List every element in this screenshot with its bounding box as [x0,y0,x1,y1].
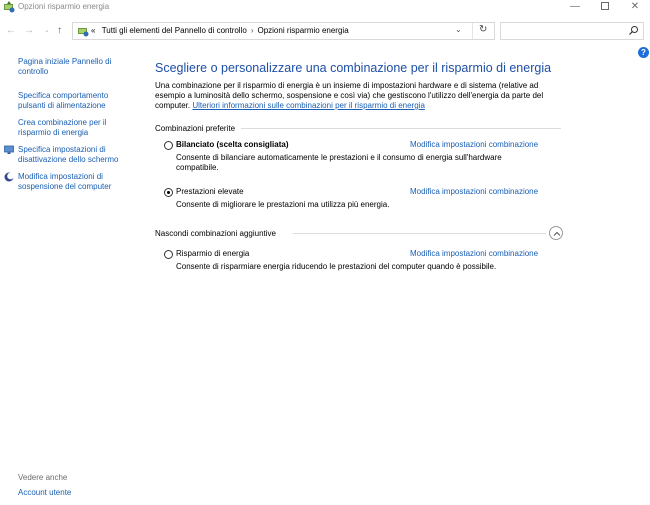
power-options-icon [3,1,15,13]
minimize-button[interactable]: — [570,1,580,12]
breadcrumb-overflow[interactable]: « [91,26,96,35]
sidebar-item-sleep[interactable]: Modifica impostazioni di sospensione del computer [18,172,112,191]
plan-name-power-saver[interactable]: Risparmio di energia [176,249,250,258]
display-icon [4,145,14,155]
plan-desc-balanced: Consente di bilanciare automaticamente le prestazioni e il consumo di energia sull'hardware compatibile. [176,153,502,172]
user-accounts-link[interactable]: Account utente [18,488,72,497]
help-icon[interactable]: ? [638,47,649,58]
preferred-plans-header: Combinazioni preferite [155,124,236,133]
page-description [155,81,565,111]
breadcrumb [91,26,349,35]
collapse-button[interactable] [549,226,563,240]
address-bar[interactable] [72,22,495,40]
search-input[interactable] [500,22,644,40]
edit-plan-power-saver-link[interactable]: Modifica impostazioni combinazione [410,249,539,258]
sidebar-item-display-off[interactable]: Specifica impostazioni di disattivazione dello schermo [18,145,119,164]
title-bar [0,0,650,15]
breadcrumb-separator[interactable]: › [250,26,254,35]
control-panel-icon [77,25,89,37]
plan-desc-power-saver: Consente di risparmiare energia riducendo le prestazioni del computer quando è possibile. [176,262,497,271]
radio-high-performance[interactable] [164,188,173,197]
close-button[interactable]: ✕ [630,1,640,12]
edit-plan-high-performance-link[interactable]: Modifica impostazioni combinazione [410,187,539,196]
edit-plan-balanced-link[interactable]: Modifica impostazioni combinazione [410,140,539,149]
radio-balanced[interactable] [164,141,173,150]
breadcrumb-item-control-panel[interactable]: Tutti gli elementi del Pannello di controllo [101,26,247,35]
navigation-bar [0,21,650,43]
sidebar-item-power-buttons[interactable]: Specifica comportamento pulsanti di alimentazione [18,91,109,110]
radio-power-saver[interactable] [164,250,173,259]
back-button[interactable]: ← [6,25,16,36]
plan-desc-high-performance: Consente di migliorare le prestazioni ma utilizza più energia. [176,200,390,209]
description-text: Una combinazione per il risparmio di energia è un insieme di impostazioni hardware e di sistema (relative ad esempio a luminosità dello schermo, sospensione e così via) che gestiscono l'utilizzo dell'energia da parte del computer. [155,81,544,110]
sidebar-item-create-plan[interactable]: Crea combinazione per il risparmio di energia [18,118,107,137]
search-icon [628,25,639,36]
window-title: Opzioni risparmio energia [18,2,110,11]
plan-name-balanced[interactable]: Bilanciato (scelta consigliata) [176,140,289,149]
recent-locations-button[interactable]: ⌄ [44,27,50,34]
learn-more-link[interactable]: Ulteriori informazioni sulle combinazioni per il risparmio di energia [192,101,425,110]
group-divider [293,233,546,234]
address-divider [472,23,473,39]
plan-name-high-performance[interactable]: Prestazioni elevate [176,187,244,196]
maximize-icon [601,2,609,10]
group-divider [241,128,561,129]
sleep-moon-icon [4,172,14,182]
maximize-button[interactable] [590,0,620,15]
breadcrumb-item-power-options[interactable]: Opzioni risparmio energia [257,26,349,35]
hidden-plans-header[interactable]: Nascondi combinazioni aggiuntive [155,229,276,238]
see-also-heading: Vedere anche [18,473,68,482]
address-dropdown-button[interactable]: ⌄ [455,25,462,34]
up-button[interactable]: ↑ [57,25,62,36]
page-title: Scegliere o personalizzare una combinazione per il risparmio di energia [155,61,552,75]
refresh-button[interactable]: ↻ [479,24,488,35]
chevron-up-icon [553,230,561,238]
forward-button[interactable]: → [24,25,34,36]
sidebar-item-control-panel-home[interactable]: Pagina iniziale Pannello di controllo [18,57,112,76]
